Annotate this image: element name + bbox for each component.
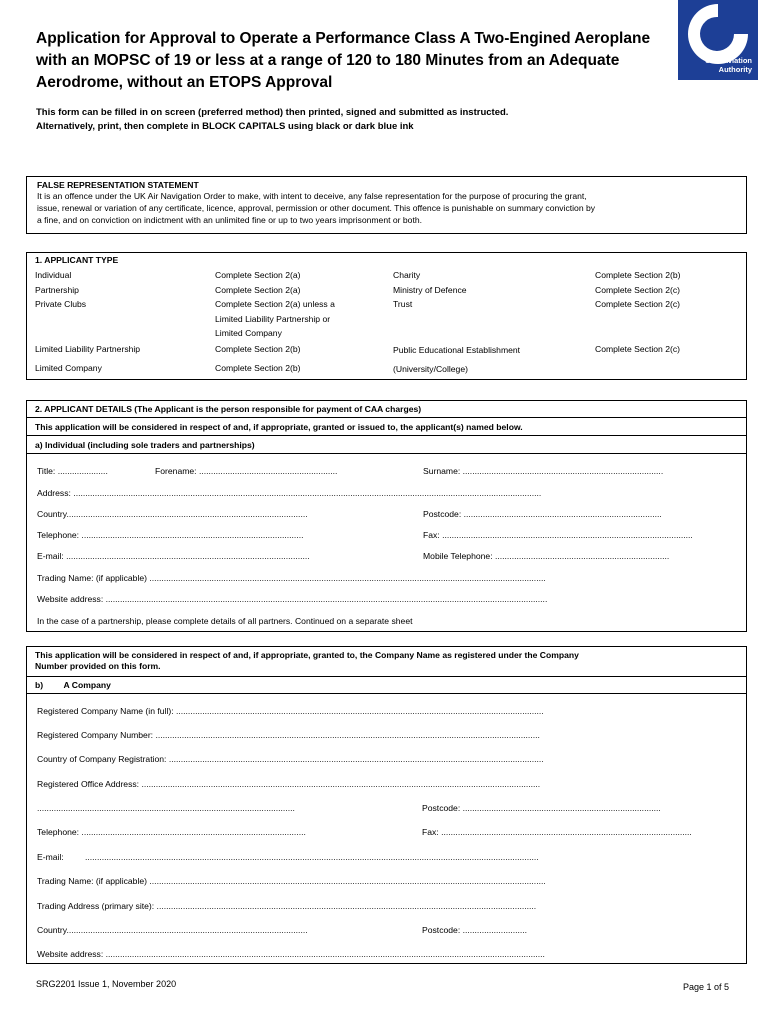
section-2-heading: 2. APPLICANT DETAILS (The Applicant is the person responsible for payment of CAA charges) [27,401,746,418]
telephone-field[interactable]: Telephone: ............................................................................................. [37,530,304,540]
company-email-field[interactable]: .............................................................................................................................................................................................. [85,852,539,862]
type-charity: Charity [393,270,421,280]
intro-line-2: Alternatively, print, then complete in BLOCK CAPITALS using black or dark blue ink [36,120,414,132]
action-ministry-of-defence: Complete Section 2(c) [595,285,681,295]
type-trust: Trust [393,299,413,309]
company-postcode-2-field[interactable]: Postcode: ........................... [422,925,528,935]
action-public-educational: Complete Section 2(c) [595,344,681,354]
logo-text [705,57,752,74]
false-rep-line-3: a fine, and on conviction on indictment with an unlimited fine or up to two years imprisonment or both. [37,215,423,225]
forename-field[interactable]: Forename: .......................................................... [155,466,338,476]
type-private-clubs: Private Clubs [35,299,87,309]
section-1-heading: 1. APPLICANT TYPE [35,255,119,265]
applicant-type-section [26,252,747,380]
false-rep-heading: FALSE REPRESENTATION STATEMENT [37,180,199,190]
form-reference: SRG2201 Issue 1, November 2020 [36,979,177,989]
private-clubs-cont-1: Limited Liability Partnership or [215,314,331,324]
action-trust: Complete Section 2(c) [595,299,681,309]
company-telephone-field[interactable]: Telephone: .............................................................................................. [37,827,306,837]
applicant-details-section [26,400,747,632]
type-ministry-of-defence: Ministry of Defence [393,285,467,295]
false-rep-line-2: issue, renewal or variation of any certificate, licence, approval, permission or other document. This offence is punishable on summary conviction by [37,203,596,213]
section-2-consider: This application will be considered in respect of and, if appropriate, granted or issued to, the applicant(s) named below. [27,418,746,436]
type-llp: Limited Liability Partnership [35,344,141,354]
section-2b-consider-line-2: Number provided on this form. [35,661,161,671]
logo-text-line-2: Authority [718,64,752,74]
mobile-field[interactable]: Mobile Telephone: ......................................................................... [423,551,670,561]
action-charity: Complete Section 2(b) [595,270,681,280]
section-2b-letter: b) [35,680,44,690]
intro-line-1: This form can be filled in on screen (preferred method) then printed, signed and submitted as instructed. [36,107,509,118]
surname-field[interactable]: Surname: .................................................................................... [423,466,664,476]
company-country-field[interactable]: Country..................................................................................................... [37,925,308,935]
title-line-1: Application for Approval to Operate a Performance Class A Two-Engined Aeroplane [36,30,651,47]
partnership-note: In the case of a partnership, please complete details of all partners. Continued on a separate sheet [37,616,413,626]
caa-logo [678,0,758,80]
postcode-field[interactable]: Postcode: ................................................................................... [423,509,662,519]
company-website-field[interactable]: Website address: ........................................................................................................................................................................................ [37,949,545,959]
title-line-2: with an MOPSC of 19 or less at a range of 120 to 180 Minutes from an Adequate [36,52,620,69]
page-number: Page 1 of 5 [683,982,730,992]
action-partnership: Complete Section 2(a) [215,285,301,295]
private-clubs-cont-2: Limited Company [215,328,282,338]
type-individual: Individual [35,270,72,280]
false-representation-box [26,176,747,234]
address-field[interactable]: Address: .................................................................................................................................................................................................... [37,488,542,498]
company-fax-field[interactable]: Fax: ......................................................................................................... [422,827,692,837]
type-limited-company: Limited Company [35,363,102,373]
section-2b-consider [27,647,746,677]
company-trading-name-field[interactable]: Trading Name: (if applicable) ...................................................................................................................................................................... [37,876,546,886]
title-field[interactable]: Title: ..................... [37,466,108,476]
type-public-educational: Public Educational Establishment [393,345,521,355]
action-private-clubs: Complete Section 2(a) unless a [215,299,335,309]
country-of-registration-field[interactable]: Country of Company Registration: ............................................................................................................................................................. [37,754,544,764]
fax-field[interactable]: Fax: ......................................................................................................... [423,530,693,540]
company-postcode-field[interactable]: Postcode: ................................................................................... [422,803,661,813]
action-llp: Complete Section 2(b) [215,344,301,354]
action-individual: Complete Section 2(a) [215,270,301,280]
false-rep-line-1: It is an offence under the UK Air Navigation Order to make, with intent to deceive, any false representation for the purpose of procuring the grant, [37,191,587,201]
email-field[interactable]: E-mail: ...................................................................................................... [37,551,310,561]
section-2b-heading [27,677,746,694]
logo-text-line-1: Civil Aviation [705,56,752,65]
trading-address-field[interactable]: Trading Address (primary site): ............................................................................................................................................................... [37,901,537,911]
page-title [36,28,661,94]
section-2a-heading: a) Individual (including sole traders and partnerships) [27,436,746,454]
intro-instructions [36,106,736,133]
type-partnership: Partnership [35,285,79,295]
title-line-3: Aerodrome, without an ETOPS Approval [36,74,333,91]
action-limited-company: Complete Section 2(b) [215,363,301,373]
registered-office-address-field[interactable]: Registered Office Address: ....................................................................................................................................................................... [37,779,541,789]
company-email-label: E-mail: [37,852,64,862]
website-field[interactable]: Website address: ......................................................................................................................................................................................... [37,594,548,604]
type-university-college: (University/College) [393,364,468,374]
section-2b-title: A Company [63,680,111,690]
registered-company-name-field[interactable]: Registered Company Name (in full): .......................................................................................................................................................... [37,706,544,716]
trading-name-field[interactable]: Trading Name: (if applicable) ...................................................................................................................................................................... [37,573,546,583]
country-field[interactable]: Country..................................................................................................... [37,509,308,519]
section-2b-consider-line-1: This application will be considered in respect of and, if appropriate, granted to, the Company Name as registered under the Company [35,650,579,660]
company-details-section [26,646,747,964]
address-continuation-field[interactable]: ............................................................................................................ [37,803,295,813]
registered-company-number-field[interactable]: Registered Company Number: ................................................................................................................................................................. [37,730,540,740]
